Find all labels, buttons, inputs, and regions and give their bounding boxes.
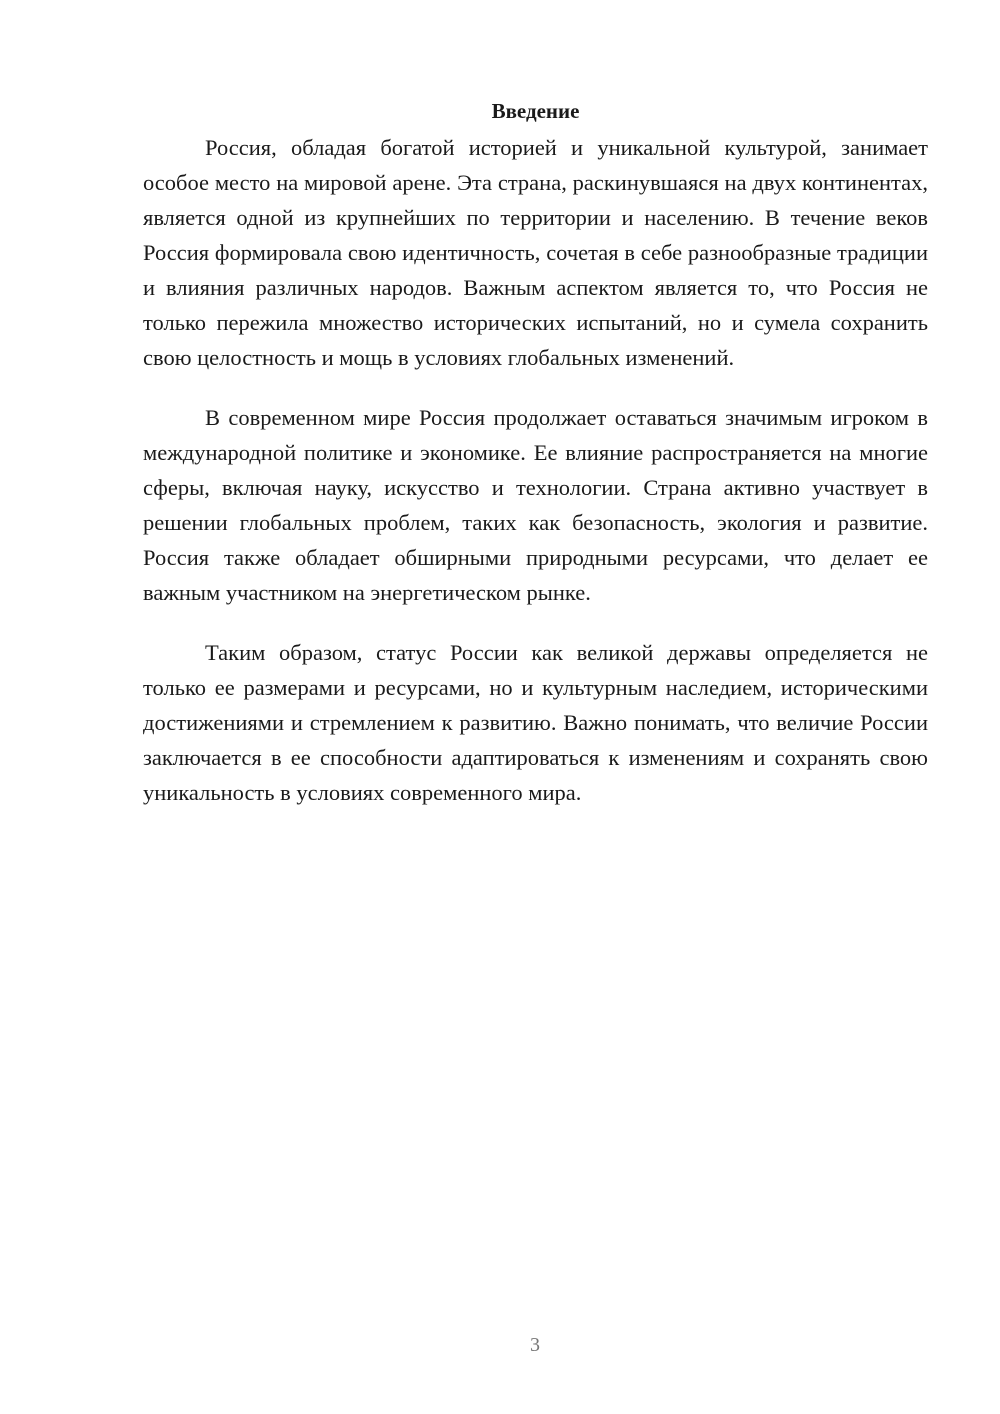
section-title: Введение (491, 99, 580, 123)
page-content (143, 96, 928, 835)
paragraph-3: Таким образом, статус России как великой державы определяется не только ее размерами и ресурсами, но и культурным наследием, историческими достижениями и стремлением к развитию. Важно понимать, что величие России заключается в ее способности адаптироваться к изменениям и сохранять свою уникальность в условиях современного мира. (143, 640, 928, 805)
paragraph-2: В современном мире Россия продолжает оставаться значимым игроком в международной политике и экономике. Ее влияние распространяется на многие сферы, включая науку, искусство и технологии. Страна активно участвует в решении глобальных проблем, таких как безопасность, экология и развитие. Россия также обладает обширными природными ресурсами, что делает ее важным участником на энергетическом рынке. (143, 405, 928, 605)
paragraph-1: Россия, обладая богатой историей и уникальной культурой, занимает особое место на мировой арене. Эта страна, раскинувшаяся на двух континентах, является одной из крупнейших по территории и населению. В течение веков Россия формировала свою идентичность, сочетая в себе разнообразные традиции и влияния различных народов. Важным аспектом является то, что Россия не только пережила множество исторических испытаний, но и сумела сохранить свою целостность и мощь в условиях глобальных изменений. (143, 135, 928, 370)
page-number: 3 (530, 1334, 540, 1356)
